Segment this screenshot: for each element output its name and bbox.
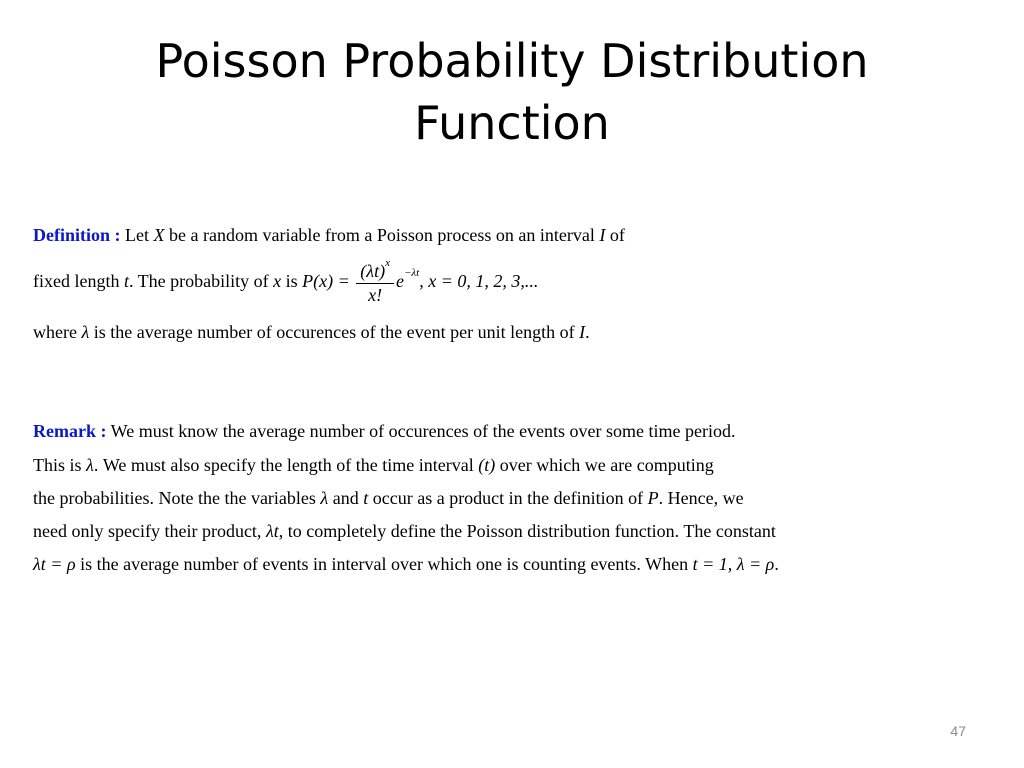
remark-text: is the average number of events in interval over which one is counting events. When	[75, 554, 693, 574]
math-interval-t: (t)	[478, 455, 496, 475]
remark-line-1	[33, 421, 736, 442]
remark-line-5	[33, 554, 779, 575]
remark-text: This is	[33, 455, 87, 475]
remark-text: occur as a product in the definition of	[368, 488, 648, 508]
math-var-X: X	[153, 225, 165, 245]
formula-numerator-exponent: x	[385, 257, 390, 269]
math-var-t: t	[363, 488, 369, 508]
math-product-lt: λt	[265, 521, 279, 541]
remark-line-2	[33, 455, 714, 476]
slide-title	[0, 30, 1024, 154]
math-var-P: P	[647, 488, 659, 508]
definition-text: . The probability of	[129, 271, 274, 292]
remark-line-3	[33, 488, 744, 509]
remark-text: over which we are computing	[495, 455, 714, 475]
math-var-I: I	[599, 225, 606, 245]
definition-text: fixed length	[33, 271, 124, 292]
math-eq-t1-lambda-rho: t = 1, λ = ρ	[692, 554, 775, 574]
math-var-I: I	[579, 322, 586, 342]
remark-text: and	[328, 488, 364, 508]
definition-text: where	[33, 322, 82, 342]
definition-text: is	[281, 271, 303, 292]
formula-exp-base: e	[395, 271, 404, 292]
remark-line-4	[33, 521, 776, 542]
math-var-lambda: λ	[81, 322, 90, 342]
remark-text: .	[774, 554, 779, 574]
definition-text: is the average number of occurences of the event per unit length of	[89, 322, 580, 342]
formula-lhs: P(x) =	[302, 271, 355, 292]
formula-numerator-base: (λt)	[360, 261, 386, 281]
slide-title-line-2: Function	[414, 96, 610, 150]
definition-line-3	[33, 322, 590, 343]
remark-text: , to completely define the Poisson distribution function. The constant	[278, 521, 776, 541]
remark-text: . We must also specify the length of the time interval	[93, 455, 479, 475]
formula-denominator: x!	[368, 285, 383, 305]
formula-fraction	[356, 256, 394, 306]
formula-numerator	[356, 256, 394, 284]
math-var-x: x	[273, 271, 282, 292]
definition-text: .	[585, 322, 590, 342]
remark-text: the probabilities. Note the the variables	[33, 488, 321, 508]
definition-line-2	[33, 258, 538, 308]
definition-label: Definition :	[33, 225, 121, 245]
formula-exp-power: −λt	[403, 267, 420, 280]
definition-line-1	[33, 225, 625, 246]
slide-title-line-1: Poisson Probability Distribution	[155, 34, 869, 88]
definition-text: be a random variable from a Poisson process on an interval	[164, 225, 600, 245]
remark-text: . Hence, we	[658, 488, 744, 508]
remark-label: Remark :	[33, 421, 107, 441]
definition-text: Let	[125, 225, 154, 245]
math-var-t: t	[123, 271, 129, 292]
remark-text: We must know the average number of occurences of the events over some time period.	[110, 421, 736, 441]
page-number: 47	[950, 723, 966, 739]
formula-domain: , x = 0, 1, 2, 3,...	[419, 271, 539, 292]
math-var-lambda: λ	[320, 488, 329, 508]
remark-text: need only specify their product,	[33, 521, 266, 541]
math-var-lambda: λ	[86, 455, 94, 475]
definition-text: of	[605, 225, 625, 245]
math-eq-lt-rho: λt = ρ	[33, 554, 76, 574]
